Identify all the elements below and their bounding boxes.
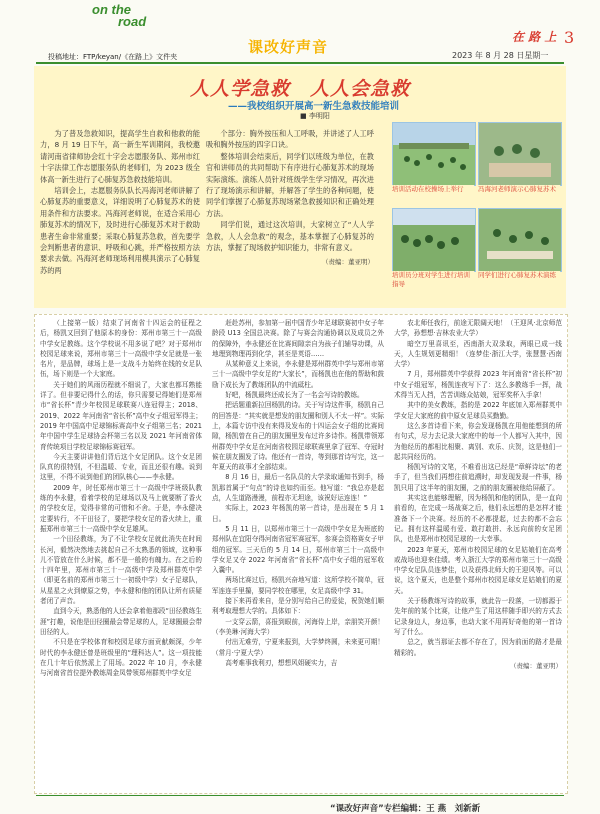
column-title: 课改好声音 <box>248 38 329 56</box>
road-word1: on the <box>92 2 131 17</box>
paragraph: 同学们说，通过这次培训，大家树立了“人人学急救，人人会急救”的观念，基本掌握了心肺复苏的方法，掌握了现场救护知识能力，非常有意义。 <box>206 220 374 253</box>
paragraph: （上接第一版）结束了河南省十四运会的征程之后，杨凯又回到了他原本的身份：郑州市第三十一高级中学女足教练。这个学校说不用多说了吧？对于郑州市校园足球来说，郑州市第三十一高级中学女足就是一张名片，是品牌，球场上是一支战斗力始终在线的女足队伍，场下则是一个大家庭。 <box>40 319 202 379</box>
paragraph: 付出无难劳，宁夏来报到，大学梦终圆，未来更可期！（常月·宁夏大学） <box>212 638 384 657</box>
paragraph: 不只是在学校体育和校园足球方面贡献颇深，少年时代的李永健还曾是班级里的“理科达人”。这一项技能在几十年后依然派上了用场。2022 年 10 月，李永健与河南省首位提外教练周金凤带领郑州群英中学女足 <box>40 638 202 678</box>
paragraph: 从某种意义上来说，李永健是郑州群英中学与郑州市第三十一高级中学女足的“大家长”，而杨凯也在他的帮助和鼓励下成长为了教练团队的中流砥柱。 <box>212 360 384 389</box>
photo-cpr-practice <box>478 208 562 272</box>
submission-address: 投稿地址：FTP/keyan/《在路上》文件夹 <box>48 53 178 61</box>
paragraph: 7 月，郑州群英中学获得 2023 年河南省“省长杯”初中女子组冠军，杨凯连夜写下了：这么多教练手一挥，战术得当无人挡，苦苦训练众姑娘，冠军奖杯入手拿！ <box>394 370 562 400</box>
masthead: 在 路 上 <box>512 30 557 44</box>
paragraph: 关于她们的风雨历程就不细说了，大家也都耳熟能详了。但非要记得什么的话，你只需要记得她们是郑州市“省长杯”青少年校园足球联赛八连冠得主；2018、2019、2022 年河南省“省长杯”高中女子组冠军得主；2019 年中国高中足球锦标赛高中女子组第三名；2021 年中国中学生足球协会杯第三名以及 2021 年河南省体育传统项目学校足球锦标赛冠军。 <box>40 380 202 451</box>
article-byline: ■ 李明阳 <box>300 112 330 120</box>
footer-divider <box>36 795 564 796</box>
photo-grid <box>392 122 560 304</box>
paragraph: 一个田径教练，为了不让学校女足就此消失在时间长河，毅然决然地去挑起自己不太熟悉的领域，这种事儿不管放在什么时候，都不是一般的有魄力。在之后的十四年里，郑州市第三十一高级中学及郑州群英中学（即更名前的郑州市第三十一初级中学）女子足球队，从星星之火到燎原之势，李永健和他的团队让所有质疑者闭了声音。 <box>40 535 202 606</box>
paragraph: 好吧，杨凯最终还成长为了一名会写诗的教练。 <box>225 391 364 400</box>
paragraph: 其中的美女教练，指的是 2022 年底加入郑州群英中学女足大家庭的前中原女足球员买勤勤。 <box>394 401 562 420</box>
bottom-article-column-2 <box>212 318 384 668</box>
column-editors: “课改好声音”专栏编辑：王 燕 刘新新 <box>330 804 481 814</box>
paragraph: 农北师任我行，前途无限阔天地！（王迎风·北京师范大学，孙想想·吉林农业大学） <box>394 319 562 338</box>
paragraph: 整体培训会结束后，同学们以班级为单位，在教官和讲师员的共同帮助下有序进行心肺复苏术的现场实际演练。演练人员针对班级学生学习情况，再次进行了现场演示和讲解，并解答了学生的各种问题，使同学们掌握了心肺复苏现场紧急救援知识和正确处理方法。 <box>206 151 374 218</box>
bottom-article-column-1 <box>40 318 202 678</box>
paragraph: 这么多首诗看下来，你会发现杨凯在用他能想到的所有句式，尽力去记录大家庭中的每一个人都写入其中，因为他经历的都相比相聚、离别、欢乐、庆贺，这是他们一起共同经历的。 <box>394 421 562 461</box>
page-header <box>0 0 600 62</box>
paragraph: 总之，就当那证去都不存在了，因为前面的路才是最精彩的。 <box>394 638 562 657</box>
header-divider <box>36 62 564 64</box>
paragraph: 个部分：胸外按压和人工呼吸，并讲述了人工呼吸和胸外按压的四字口诀。 <box>206 129 374 150</box>
paragraph: 杨凯写诗的文笔，不难看出这已经是“章鲜诗坛”的老手了，但当我们再想往前追溯时，却发现发现一件事，杨凯只用了这半年的朋友圈，之前的朋友圈被他给屏蔽了。 <box>394 463 562 492</box>
page-number: 3 <box>564 28 575 47</box>
paragraph: 8 月 16 日，最后一名队员的大学录取通知书到手，杨凯那首属于“句点”的诗也如约而至。他写道：“我总亦是起点，人生道路漫漫，前程亦无坦途，该祝好运连连！” <box>212 473 384 503</box>
photo-training-field <box>392 122 476 186</box>
paragraph: 关于杨教练写诗的故事，就此告一段落，一切都源于先年前的某个比赛，让他产生了用这样随手即兴的方式去记录身边人，身边事，也动大家不用再好奇他的第一首诗写了什么。 <box>394 597 562 636</box>
paragraph: 2023 年夏天，郑州市校园足球的女足姑娘们在高考或战场也迎来佳绩。考入浙江大学的郑州市第三十一高级中学女足队员连梦佳，以及获得北师大的王迎风等。可以说，这个夏天，也是整个郑州市校园足球女足姑娘们的夏天。 <box>394 545 562 595</box>
paragraph: 今天主要讲讲他们背后这个女足团队。这个女足团队真的很特别，不但温暖、专业，而且还很有趣。说到这里，不得不说到他们的团队核心——李永健。 <box>40 452 202 482</box>
article-headline: 人人学急救 人人会急救 <box>190 78 411 100</box>
photo-group-guidance <box>392 208 476 272</box>
bottom-editor-byline: （责编：董亚明） <box>510 661 562 670</box>
top-editor-byline: （责编：董亚明） <box>322 258 374 267</box>
issue-date: 2023 年 8 月 28 日星期一 <box>452 51 549 60</box>
paragraph: 实际上，2023 年杨凯的第一首诗，是出现在 5 月 1 日。 <box>212 504 384 523</box>
paragraph: 两场比赛过后，杨凯兴奋地写道：这所学校不简单，冠军连连手里攥，要同学校在哪里，女足高级中学 31。 <box>212 576 384 595</box>
paragraph: 赶赴苏州，参加第一届中国青少年足球联赛初中女子年龄段 U13 全国总决赛。除了与赛会沟通协调以及成员之外的保障外，李永健还在比赛间隙亲自为孩子们辅导功课，从地理到物理再到化学，甚至是英语…… <box>212 319 384 358</box>
paragraph: 一支穿云箭，喜报到眼前，河海侍上岸，亲朋笑开颜！（李美琳·河海大学） <box>212 617 384 636</box>
photo-caption: 培训员分班对学生进行培训指导 <box>392 271 474 289</box>
top-article-column-1 <box>40 128 200 276</box>
paragraph: 高考难事我利刃，想想风姐硬实力，吉 <box>225 658 338 667</box>
photo-caption: 同学们进行心肺复苏术演练 <box>478 271 560 280</box>
paragraph: 培训会上，志愿服务队队长冯海河老师讲解了心肺复苏的重要意义，详细说明了心肺复苏术的使用条件和方法要求。冯海河老师说，在适合采用心肺复苏术的情况下，及时进行心肺复苏术对于救助患者生命非常重要；采取心肺复苏急救，首先要学会判断患者的意识、呼吸和心跳，并严格按照方法要求去做。冯海河老师现场利用模具演示了心肺复苏的两 <box>40 186 200 275</box>
bottom-article-column-3 <box>394 318 562 671</box>
paragraph: 接下来再看来自，是分别写给自己的爱徒，祝贺她们顺利考取理想大学的。具体如下： <box>212 597 384 616</box>
paragraph: 为了普及急救知识，提高学生自救和他救的能力，8 月 19 日下午，高一新生军训期间，我校邀请河南省律师协会红十字会志愿服务队、郑州市红十字法律工作志愿服务队的老师们，为 2023 级全体高一新生进行了心肺复苏急救技能培训。 <box>40 129 200 184</box>
paragraph: 暗空万里喜讯至，西南浙大双录取，两眼已成一线天，人生规划更精细！（连梦佳·浙江大学，张慧慧·西南大学） <box>394 339 562 369</box>
photo-caption: 培训活动在校操场上举行 <box>392 185 474 194</box>
top-article-column-2 <box>206 128 374 269</box>
road-word2: road <box>118 14 147 29</box>
paragraph: 2009 年，时任郑州市第三十一高级中学班级队教练的李永健，看着学校的足球场以及马上就要断了香火的学校女足，觉得非常的可惜和不舍。于是，李永健决定要转行，不干田径了，要把学校女足的香火续上，重振郑州市第三十一高级中学女足雄风。 <box>40 483 202 533</box>
paragraph: 其实这也能够理解，因为杨凯和他的团队，是一直向前看的，在完成一场战赛之后，他们永远想的是怎样才能准备下一个决赛。经历的不必都提起，过去的都不会忘记。拥有这样温暖有爱、敢打敢拼、永远向前的女足团队，也是郑州市校园足球的一大幸事。 <box>394 494 562 544</box>
article-subtitle: ——我校组织开展高一新生急救技能培训 <box>228 101 400 112</box>
paragraph: 5 月 11 日，以郑州市第三十一高级中学女足为班底的郑州队在宜阳夺得河南省冠军赛冠军，参赛会资格赛女子甲组的冠军。三天后的 5 月 14 日，郑州市第三十一高级中学女足又夺 2022 年河南省“省长杯”高中女子组的冠军收入囊中。 <box>212 524 384 575</box>
photo-caption: 冯海河老师演示心肺复苏术 <box>478 185 560 194</box>
paragraph: 把话题重新拉回杨凯的诗。关于写诗这件事，杨凯自己的回答是：“其实就是想发的朋友圈和别人不太一样”。实际上，本篇专访中没有来得及发布的十四运会女子组的比赛间隙，杨凯曾在自己的朋友圈里发布过许多诗作。杨凯带领郑州群英中学女足在河南省校园足球联赛里拿了冠军、夺冠时候在朋友圈发了诗。他还有一首诗，等到那首诗写完，这一年夏天的故事才全部结束。 <box>212 401 384 472</box>
photo-instructor-demo <box>478 122 562 186</box>
paragraph: 直到今天，熟悉他的人还会拿着他那段“田径教练生涯”打趣，说他是田径圈最会带足球的人，足球圈最会带田径的人。 <box>40 607 202 636</box>
